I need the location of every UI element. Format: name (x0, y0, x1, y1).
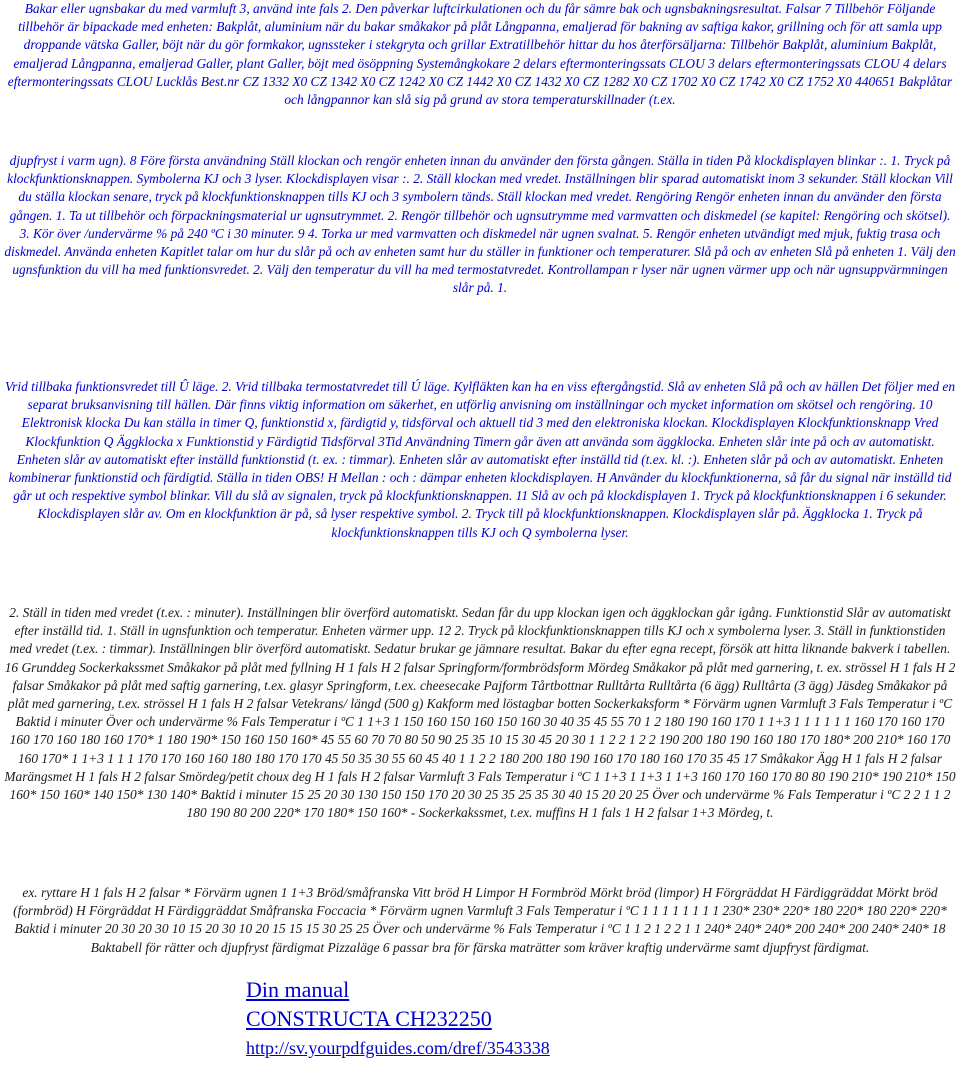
paragraph-first-use: djupfryst i varm ugn). 8 Före första användning Ställ klockan och rengör enheten innan du använder den första gången. Ställa in tiden På klockdisplayen blinkar :. 1. Tryck på klockfunktionsknappen. Symbolerna KJ och 3 lyser. Klockdisplayen visar :. 2. Ställ klockan med vredet. Inställningen blir sparad automatiskt inom 3 sekunder. Ställ klockan Vill du ställa klockan senare, tryck på klockfunktionsknappen tills KJ och 3 symbolern tänds. Ställ klockan med vredet. Rengöring Rengör enheten innan du använder den första gången. 1. Ta ut tillbehör och förpackningsmaterial ur ugnsutrymmet. 2. Rengör tillbehör och ugnsutrymme med varmvatten och diskmedel (se kapitel: Rengöring och skötsel). 3. Kör över /undervärme % på 240 ºC i 30 minuter. 9 4. Torka ur med varmvatten och diskmedel när ugnen svalnat. 5. Rengör enheten utvändigt med mjuk, fuktig trasa och diskmedel. Använda enheten Kapitlet talar om hur du slår på och av enheten samt hur du ställer in funktioner och temperaturer. Slå på och av enheten Slå på enheten 1. Välj den ugnsfunktion du vill ha med funktionsvredet. 2. Välj den temperatur du vill ha med termostatvredet. Kontrollampan r lyser när ugnen värmer upp och när ugnsuppvärmningen slår på. 1. (4, 153, 956, 296)
paragraph-bread-table: ex. ryttare H 1 fals H 2 falsar * Förvärm ugnen 1 1+3 Bröd/småfranska Vitt bröd H Limpor H Formbröd Mörkt bröd (limpor) H Förgräddat H Färdiggräddat Mörkt bröd (formbröd) H Förgräddat H Färdiggräddat Småfranska Foccacia * Förvärm ugnen Varmluft 3 Fals Temperatur i ºC 1 1 1 1 1 1 1 1 230* 230* 220* 180 220* 180 220* 220* Baktid i minuter 20 30 20 30 10 15 20 30 10 20 15 15 15 30 25 25 Över och undervärme % Fals Temperatur i ºC 1 1 2 1 2 2 1 1 240* 240* 240* 200 240* 200 240* 240* 18 Baktabell för rätter och djupfryst färdigmat Pizzaläge 6 passar bra för färska maträtter som kräver kraftig undervärme samt djupfryst färdigmat. (13, 885, 947, 955)
model-link[interactable]: CONSTRUCTA CH232250 (246, 1006, 492, 1031)
manual-link[interactable]: Din manual (246, 977, 350, 1002)
manual-footer (246, 979, 550, 1057)
paragraph-baking-table: 2. Ställ in tiden med vredet (t.ex. : minuter). Inställningen blir överförd automatiskt. Sedan får du upp klockan igen och äggklockan går igång. Funktionstid Slår av automatiskt efter inställd tid. 1. Ställ in ugnsfunktion och temperatur. Enheten värmer upp. 12 2. Tryck på klockfunktionsknappen tills KJ och x symbolerna lyser. 3. Ställ in funktionstiden med vredet (t.ex. : timmar). Inställningen blir överförd automatiskt. Sedatur brukar ge jämnare resultat. Bakar du efter egna recept, försök att hitta liknande bakverk i tabellen. 16 Grunddeg Sockerkakssmet Småkakor på plåt med fyllning H 1 fals H 2 falsar Springform/formbrödsform Mördeg Småkakor på plåt med garnering, t. ex. strössel H 1 fals H 2 falsar Småkakor på plåt med saftig garnering, t.ex. glasyr Springform, t.ex. cheesecake Pajform Tårtbottnar Rulltårta Rulltårta (6 ägg) Rulltårta (3 ägg) Jäsdeg Småkakor på plåt med garnering, t.ex. strössel H 1 fals H 2 falsar Vetekrans/ längd (500 g) Kakform med löstagbar botten Sockerkaksform * Förvärm ugnen Varmluft 3 Fals Temperatur i ºC Baktid i minuter Över och undervärme % Fals Temperatur i ºC 1 1+3 1 150 160 150 160 150 160 30 40 35 45 55 70 1 2 180 190 160 170 1 1+3 1 1 1 1 1 1 160 170 160 170 160 170 160 180 160 170* 1 180 190* 150 160 150 160* 45 55 60 70 70 80 50 90 25 35 10 15 30 45 20 30 1 1 2 2 1 2 2 190 200 180 190 160 180 170 180* 200 210* 160 170 160 170* 1 1+3 1 1 1 170 170 160 160 180 180 170 170 45 50 35 30 55 60 45 40 1 1 2 2 180 200 180 190 160 170 180 160 170 35 45 17 Småkakor Ägg H 1 fals H 2 falsar Marängsmet H 1 fals H 2 falsar Smördeg/petit choux deg H 1 fals H 2 falsar Varmluft 3 Fals Temperatur i ºC 1 1+3 1 1+3 1 1+3 160 170 160 170 80 80 190 210* 190 210* 150 160* 150 160* 140 150* 130 140* Baktid i minuter 15 25 20 30 130 150 150 170 20 30 25 35 25 35 30 40 15 20 20 25 Över och undervärme % Fals Temperatur i ºC 2 2 1 1 2 180 190 80 200 220* 170 180* 150 160* - Sockerkakssmet, t.ex. muffins H 1 fals 1 H 2 falsar 1+3 Mördeg, t. (4, 605, 956, 821)
url-link[interactable]: http://sv.yourpdfguides.com/dref/3543338 (246, 1038, 550, 1058)
paragraph-accessories: Bakar eller ugnsbakar du med varmluft 3, använd inte fals 2. Den påverkar luftcirkulationen och du får sämre bak och ugnsbakningsresultat. Falsar 7 Tillbehör Följande tillbehör är bipackade med enheten: Bakplåt, aluminium när du bakar småkakor på plåt Långpanna, emaljerad för bakning av saftiga kakor, grillning och för att samla upp droppande vätska Galler, böjt när du gör formkakor, ugnssteker i stekgryta och grillar Extratillbehör hittar du hos återförsäljarna: Tillbehör Bakplåt, aluminium Bakplåt, emaljerad Långpanna, emaljerad Galler, plant Galler, böjt med ösöppning Systemångkokare 2 delars eftermonteringssats CLOU 3 delars eftermonteringssats CLOU 4 delars eftermonteringssats CLOU Lucklås Best.nr CZ 1332 X0 CZ 1342 X0 CZ 1242 X0 CZ 1442 X0 CZ 1432 X0 CZ 1282 X0 CZ 1702 X0 CZ 1742 X0 CZ 1752 X0 440651 Bakplåtar och långpannor kan slå sig på grund av stora temperaturskillnader (t.ex. (7, 1, 953, 108)
paragraph-electronic-clock: Vrid tillbaka funktionsvredet till Û läge. 2. Vrid tillbaka termostatvredet till Ú läge. Kylfläkten kan ha en viss eftergångstid. Slå av enheten Slå på och av hällen Det följer med en separat bruksanvisning till hällen. Där finns viktig information om säkerhet, en utförlig anvisning om inställningar och mycket information om skötsel och rengöring. 10 Elektronisk klocka Du kan ställa in timer Q, funktionstid x, färdigtid y, tidsförval och aktuell tid 3 med den elektroniska klockan. Klockdisplayen Klockfunktionsknapp Vred Klockfunktion Q Äggklocka x Funktionstid y Färdigtid Tidsförval 3Tid Användning Timern går även att använda som äggklocka. Enheten slår inte på och av automatiskt. Enheten slår av automatiskt efter inställd funktionstid (t. ex. : timmar). Enheten slår av automatiskt efter inställd tid (t.ex. kl. :). Enheten slår på och av automatiskt. Enheten kombinerar funktionstid och färdigtid. Ställa in tiden OBS! H Mellan : och : dämpar enheten klockdisplayen. H Använder du klockfunktionerna, så får du signal när inställd tid går ut och respektive symbol blinkar. Vill du slå av signalen, tryck på klockfunktionsknappen. 11 Slå av och på klockdisplayen 1. Tryck på klockfunktionsknappen i 6 sekunder. Klockdisplayen slår av. Om en klockfunktion är på, så lyser respektive symbol. 2. Tryck till på klockfunktionsknappen. Klockdisplayen slår på. Äggklocka 1. Tryck på klockfunktionsknappen tills KJ och Q symbolerna lyser. (4, 379, 956, 540)
